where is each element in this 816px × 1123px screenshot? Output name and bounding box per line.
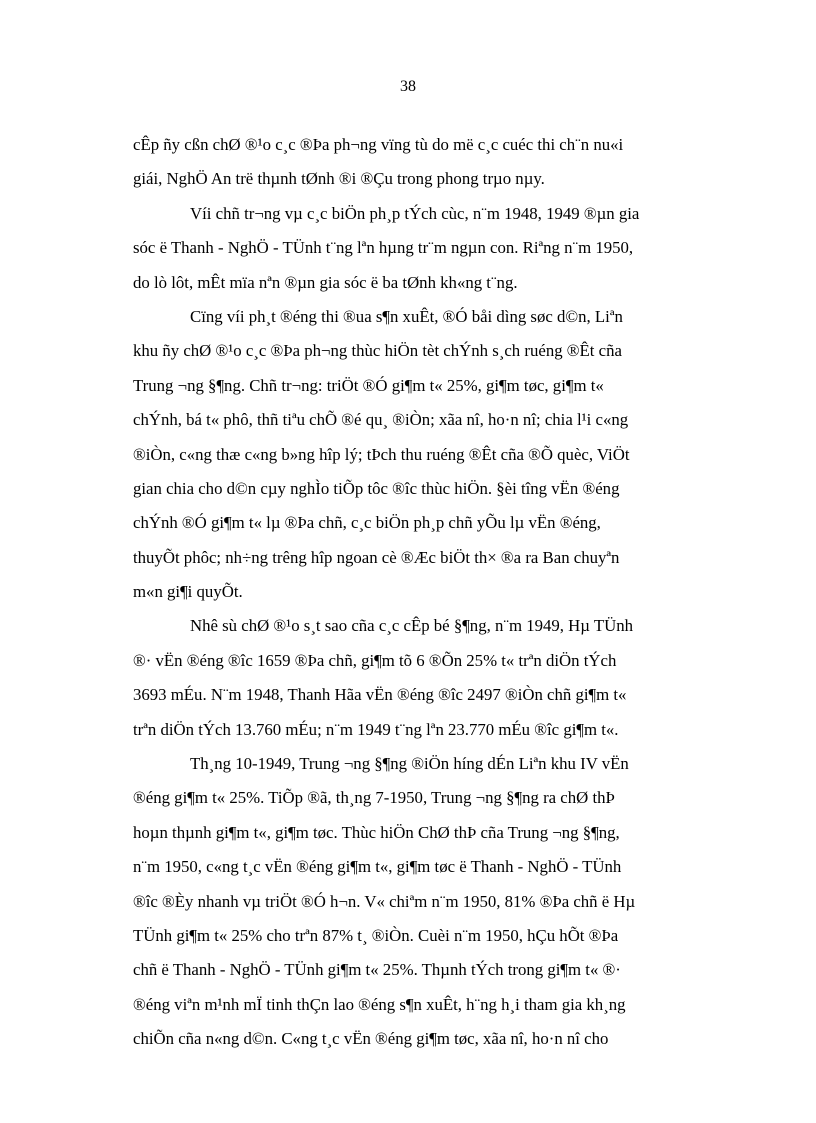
paragraph-4 <box>133 609 766 747</box>
text-line: ®îc ®Èy nhanh vµ triÖt ®Ó h¬n. V« chiªm n¨m 1950, 81% ®Þa chñ ë Hµ <box>133 891 636 911</box>
text-line: chÝnh ®Ó gi¶m t« lµ ®Þa chñ, c¸c biÖn ph¸p chñ yÕu lµ vËn ®éng, <box>133 513 601 533</box>
text-line: ®éng viªn m¹nh mÏ tinh thÇn lao ®éng s¶n xuÊt, h¨ng h¸i tham gia kh¸ng <box>133 994 626 1014</box>
text-line: n¨m 1950, c«ng t¸c vËn ®éng gi¶m t«, gi¶m tøc ë Thanh - NghÖ - TÜnh <box>133 857 622 877</box>
paragraph-3 <box>133 300 766 610</box>
text-line: giái, NghÖ An trë thµnh tØnh ®i ®Çu trong phong trµo nµy. <box>133 169 545 189</box>
text-line: hoµn thµnh gi¶m t«, gi¶m tøc. Thùc hiÖn ChØ thÞ cña Trung ¬ng §¶ng, <box>133 822 620 842</box>
text-line: 3693 mÉu. N¨m 1948, Thanh Hãa vËn ®éng ®îc 2497 ®iÒn chñ gi¶m t« <box>133 685 627 705</box>
text-line: do lò lôt, mÊt mïa nªn ®µn gia sóc ë ba tØnh kh«ng t¨ng. <box>133 272 518 292</box>
text-line: khu ñy chØ ®¹o c¸c ®Þa ph¬ng thùc hiÖn tèt chÝnh s¸ch ruéng ®Êt cña <box>133 341 622 361</box>
text-line: cÊp ñy cßn chØ ®¹o c¸c ®Þa ph¬ng vïng tù do më c¸c cuéc thi ch¨n nu«i <box>133 135 624 154</box>
text-line: ®· vËn ®éng ®îc 1659 ®Þa chñ, gi¶m tõ 6 ®Õn 25% t« trªn diÖn tÝch <box>133 650 617 670</box>
text-line: chiÕn cña n«ng d©n. C«ng t¸c vËn ®éng gi¶m tøc, xãa nî, ho·n nî cho <box>133 1029 609 1049</box>
text-line: gian chia cho d©n cµy nghÌo tiÕp tôc ®îc thùc hiÖn. §èi tîng vËn ®éng <box>133 478 620 498</box>
text-line: Th¸ng 10-1949, Trung ¬ng §¶ng ®iÖn híng dÉn Liªn khu IV vËn <box>190 754 629 774</box>
text-line: thuyÕt phôc; nh÷ng trêng hîp ngoan cè ®Æc biÖt th× ®a ra Ban chuyªn <box>133 547 620 567</box>
paragraph-2 <box>133 197 766 300</box>
paragraph-1 <box>133 128 766 197</box>
body-text <box>133 128 766 1057</box>
text-line: m«n gi¶i quyÕt. <box>133 582 243 602</box>
text-line: Cïng víi ph¸t ®éng thi ®ua s¶n xuÊt, ®Ó båi dìng søc d©n, Liªn <box>190 306 623 326</box>
text-line: Trung ¬ng §¶ng. Chñ tr¬ng: triÖt ®Ó gi¶m t« 25%, gi¶m tøc, gi¶m t« <box>133 375 604 395</box>
text-line: TÜnh gi¶m t« 25% cho trªn 87% t¸ ®iÒn. Cuèi n¨m 1950, hÇu hÕt ®Þa <box>133 925 619 945</box>
text-line: chñ ë Thanh - NghÖ - TÜnh gi¶m t« 25%. Thµnh tÝch trong gi¶m t« ®· <box>133 960 621 980</box>
text-line: trªn diÖn tÝch 13.760 mÉu; n¨m 1949 t¨ng lªn 23.770 mÉu ®îc gi¶m t«. <box>133 719 619 739</box>
text-line: ®éng gi¶m t« 25%. TiÕp ®ã, th¸ng 7-1950, Trung ¬ng §¶ng ra chØ thÞ <box>133 788 615 808</box>
text-line: ®iÒn, c«ng thæ c«ng b»ng hîp lý; tÞch thu ruéng ®Êt cña ®Õ quèc, ViÖt <box>133 444 630 464</box>
text-line: Víi chñ tr¬ng vµ c¸c biÖn ph¸p tÝch cùc, n¨m 1948, 1949 ®µn gia <box>190 203 640 223</box>
page-number: 38 <box>400 78 416 95</box>
text-line: chÝnh, bá t« phô, thñ tiªu chÕ ®é qu¸ ®iÒn; xãa nî, ho·n nî; chia l¹i c«ng <box>133 410 629 430</box>
paragraph-5 <box>133 747 766 1057</box>
text-line: sóc ë Thanh - NghÖ - TÜnh t¨ng lªn hµng tr¨m ngµn con. Riªng n¨m 1950, <box>133 238 634 258</box>
text-line: Nhê sù chØ ®¹o s¸t sao cña c¸c cÊp bé §¶ng, n¨m 1949, Hµ TÜnh <box>190 616 633 636</box>
